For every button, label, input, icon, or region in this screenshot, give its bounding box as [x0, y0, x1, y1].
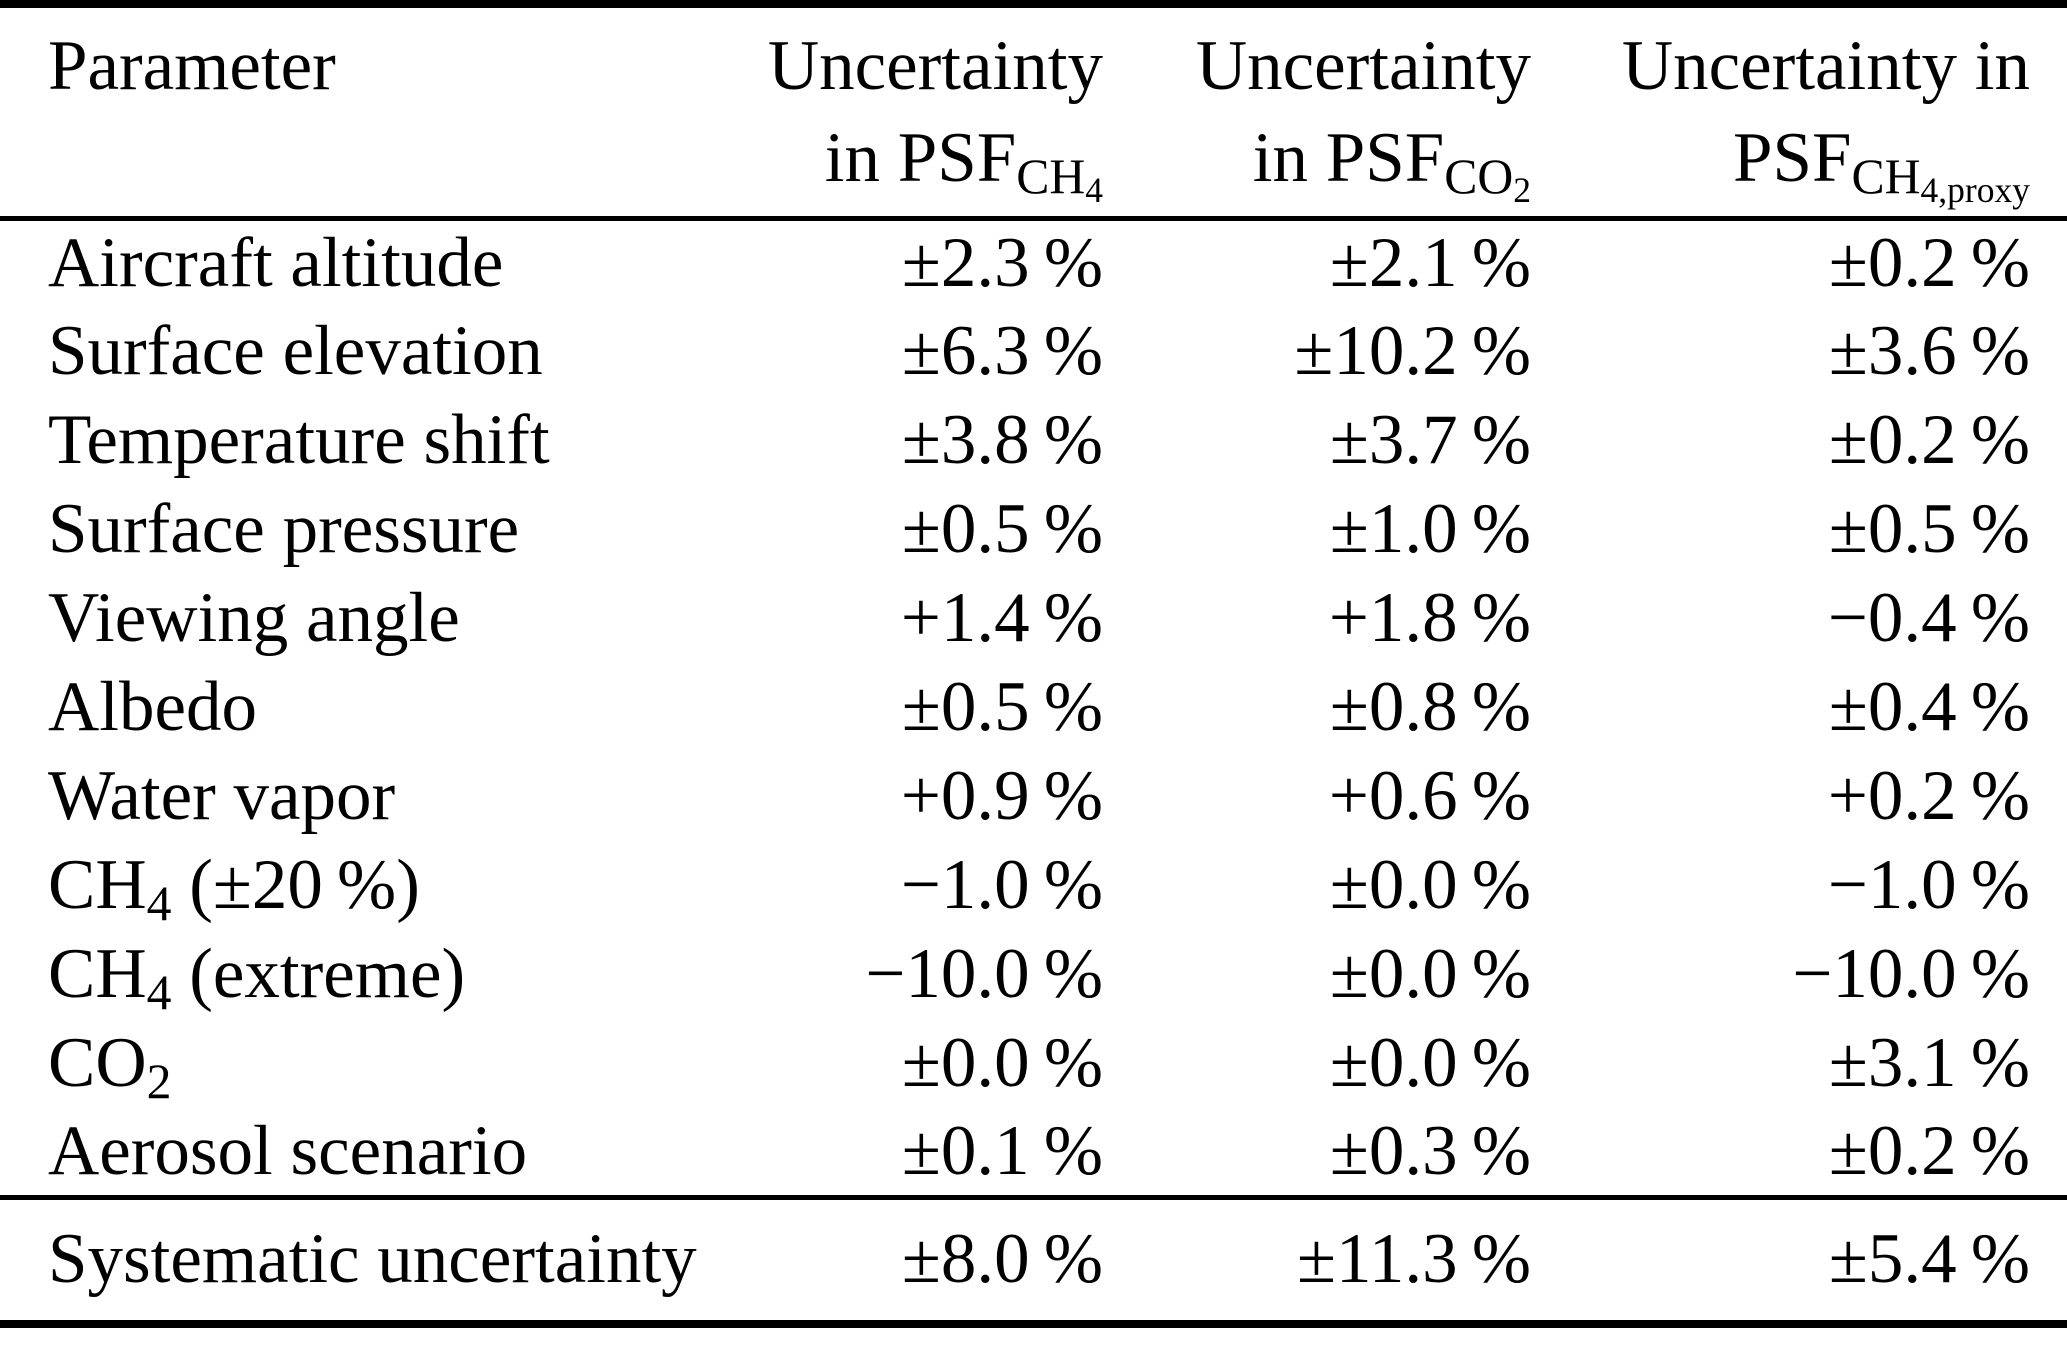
cell-psf-ch4: ±0.1 % — [901, 1111, 1103, 1190]
subscript-segment: CO — [1444, 148, 1514, 204]
cell-psf-co2: ±0.0 % — [1329, 1024, 1531, 1102]
cell-psf-ch4: +0.9 % — [900, 757, 1103, 835]
table-body — [0, 218, 2067, 1197]
table-row — [0, 752, 2067, 841]
header-uncertainty-psf-ch4-proxy — [1531, 4, 2067, 218]
cell-psf-co2: ±0.3 % — [1329, 1111, 1531, 1190]
row-label — [0, 218, 750, 307]
cell-psf-co2: ±10.2 % — [1294, 312, 1531, 390]
cell-psf-ch4-proxy: −1.0 % — [1827, 846, 2030, 924]
header-line1: Uncertainty in — [1621, 27, 2030, 105]
summary-row — [0, 1197, 2067, 1324]
row-label — [0, 663, 750, 752]
summary-label — [0, 1197, 750, 1324]
table-row — [0, 663, 2067, 752]
cell-psf-ch4: −10.0 % — [865, 935, 1103, 1013]
summary-cell-psf-ch4-proxy: ±5.4 % — [1828, 1220, 2030, 1299]
cell-psf-ch4: ±0.5 % — [901, 490, 1103, 568]
row-label — [0, 485, 750, 574]
cell-psf-co2: ±3.7 % — [1329, 401, 1531, 479]
text-segment: CH — [48, 846, 147, 924]
cell-psf-ch4: ±2.3 % — [901, 224, 1103, 303]
cell-psf-ch4-proxy: −0.4 % — [1827, 579, 2030, 657]
table-header — [0, 4, 2067, 218]
table-footer — [0, 1197, 2067, 1324]
header-uncertainty-psf-ch4 — [750, 4, 1103, 218]
row-label — [0, 574, 750, 663]
cell-psf-co2: ±0.0 % — [1329, 935, 1531, 1013]
summary-cell-psf-ch4: ±8.0 % — [901, 1220, 1103, 1299]
text-segment: CH — [48, 935, 147, 1013]
table-row — [0, 930, 2067, 1019]
header-line2 — [750, 112, 1103, 215]
row-label — [0, 1019, 750, 1108]
cell-psf-ch4-proxy: ±0.2 % — [1828, 224, 2030, 303]
text-segment: in PSF — [1252, 119, 1445, 197]
text-segment: (extreme) — [171, 935, 466, 1013]
cell-psf-ch4-proxy: ±0.2 % — [1828, 401, 2030, 479]
header-line1: Uncertainty — [767, 27, 1103, 105]
cell-psf-ch4-proxy: −10.0 % — [1792, 935, 2030, 1013]
cell-psf-co2: ±0.0 % — [1329, 846, 1531, 924]
cell-psf-co2: ±0.8 % — [1329, 668, 1531, 746]
cell-psf-ch4: +1.4 % — [900, 579, 1103, 657]
text-segment: Surface elevation — [48, 312, 543, 390]
text-segment: Temperature shift — [48, 401, 550, 479]
header-row — [0, 4, 2067, 218]
text-segment: Albedo — [48, 668, 258, 746]
text-segment: Viewing angle — [48, 579, 460, 657]
subscript-segment: 4 — [1085, 169, 1103, 210]
cell-psf-co2: ±1.0 % — [1329, 490, 1531, 568]
table-row — [0, 574, 2067, 663]
row-label — [0, 1108, 750, 1197]
table-row — [0, 1108, 2067, 1197]
row-label — [0, 752, 750, 841]
subscript-segment: 4 — [146, 964, 172, 1020]
subscript-segment: CH — [1851, 148, 1921, 204]
subscript-segment: 2 — [1513, 169, 1531, 210]
header-uncertainty-psf-co2 — [1103, 4, 1531, 218]
subscript-segment: 4 — [146, 875, 172, 931]
cell-psf-co2: +1.8 % — [1328, 579, 1531, 657]
header-parameter-label: Parameter — [48, 27, 336, 105]
table-row — [0, 396, 2067, 485]
subscript-segment: CH — [1016, 148, 1086, 204]
subscript-segment: 2 — [146, 1053, 172, 1109]
row-label — [0, 307, 750, 396]
table-row — [0, 218, 2067, 307]
cell-psf-ch4: ±6.3 % — [901, 312, 1103, 390]
cell-psf-ch4: −1.0 % — [900, 846, 1103, 924]
cell-psf-ch4-proxy: ±0.4 % — [1828, 668, 2030, 746]
row-label — [0, 841, 750, 930]
table-row — [0, 307, 2067, 396]
text-segment: (±20 %) — [171, 846, 420, 924]
cell-psf-ch4-proxy: ±0.2 % — [1828, 1111, 2030, 1190]
row-label — [0, 396, 750, 485]
row-label — [0, 930, 750, 1019]
table-row — [0, 841, 2067, 930]
table-row — [0, 1019, 2067, 1108]
text-segment: Aircraft altitude — [48, 224, 504, 303]
summary-cell-psf-co2: ±11.3 % — [1297, 1220, 1531, 1299]
subscript-segment: 4,proxy — [1920, 169, 2030, 210]
text-segment: Aerosol scenario — [48, 1111, 528, 1190]
text-segment: PSF — [1733, 119, 1852, 197]
cell-psf-co2: +0.6 % — [1328, 757, 1531, 835]
text-segment: CO — [48, 1024, 147, 1102]
text-segment: Systematic uncertainty — [48, 1220, 697, 1299]
cell-psf-ch4: ±3.8 % — [901, 401, 1103, 479]
cell-psf-ch4: ±0.5 % — [901, 668, 1103, 746]
cell-psf-ch4-proxy: ±3.6 % — [1828, 312, 2030, 390]
header-parameter — [0, 4, 750, 218]
cell-psf-ch4: ±0.0 % — [901, 1024, 1103, 1102]
header-line1: Uncertainty — [1195, 27, 1531, 105]
cell-psf-ch4-proxy: ±3.1 % — [1828, 1024, 2030, 1102]
text-segment: in PSF — [824, 119, 1017, 197]
cell-psf-ch4-proxy: ±0.5 % — [1828, 490, 2030, 568]
cell-psf-co2: ±2.1 % — [1329, 224, 1531, 303]
header-line2 — [1103, 112, 1531, 215]
text-segment: Surface pressure — [48, 490, 520, 568]
text-segment: Water vapor — [48, 757, 396, 835]
cell-psf-ch4-proxy: +0.2 % — [1827, 757, 2030, 835]
header-line2 — [1531, 112, 2030, 215]
table-row — [0, 485, 2067, 574]
